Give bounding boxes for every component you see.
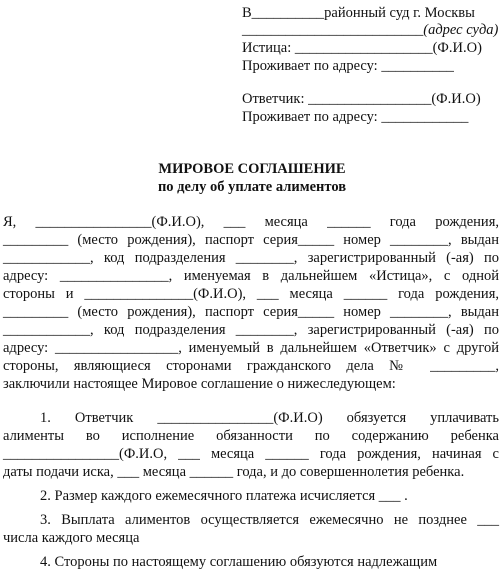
intro-line: Я, ________________(Ф.И.О), ___ месяца ______ года рождения, — [3, 214, 499, 230]
clause-3-line: 3. Выплата алиментов осуществляется ежемесячно не позднее ___ — [40, 512, 499, 528]
intro-line: ____________, код подразделения ________, зарегистрированный (-ая) по — [3, 322, 499, 338]
clause-1-line: ________________(Ф.И.О, ___ месяца ______ года рождения, начиная с — [3, 446, 499, 462]
intro-line: _________ (место рождения), паспорт серия_____ номер ________, выдан — [3, 304, 499, 320]
plaintiff-line: Истица: ___________________(Ф.И.О) — [242, 40, 482, 56]
clause-1-line: 1. Ответчик ________________(Ф.И.О) обязуется уплачивать — [40, 410, 499, 426]
intro-line: заключили настоящее Мировое соглашение о нижеследующем: — [3, 376, 396, 392]
clause-1-line: алименты во исполнение обязанности по содержанию ребенка — [3, 428, 499, 444]
document-subtitle: по делу об уплате алиментов — [157, 179, 347, 195]
court-address-line: _________________________(адрес суда) — [242, 22, 499, 38]
intro-line: стороны и _______________(Ф.И.О), ___ месяца ______ года рождения, — [3, 286, 499, 302]
intro-line: стороны, являющиеся сторонами гражданского дела № _________, — [3, 358, 499, 374]
intro-line: адресу: _______________, именуемая в дальнейшем «Истица», с одной — [3, 268, 499, 284]
clause-1-line: даты подачи иска, ___ месяца ______ года, и до совершеннолетия ребенка. — [3, 464, 465, 480]
intro-line: ____________, код подразделения ________, зарегистрированный (-ая) по — [3, 250, 499, 266]
plaintiff-address-line: Проживает по адресу: __________ — [242, 58, 454, 74]
defendant-address-line: Проживает по адресу: ____________ — [242, 109, 469, 125]
clause-2: 2. Размер каждого ежемесячного платежа исчисляется ___ . — [40, 488, 408, 504]
defendant-line: Ответчик: _________________(Ф.И.О) — [242, 91, 481, 107]
intro-line: адресу: _________________, именуемый в дальнейшем «Ответчик» с другой — [3, 340, 499, 356]
intro-line: _________ (место рождения), паспорт серия_____ номер ________, выдан — [3, 232, 499, 248]
clause-3-line: числа каждого месяца — [3, 530, 140, 546]
document-title: МИРОВОЕ СОГЛАШЕНИЕ — [158, 161, 346, 177]
court-line: В__________районный суд г. Москвы — [242, 5, 475, 21]
clause-4-line: 4. Стороны по настоящему соглашению обязуются надлежащим — [40, 554, 438, 570]
